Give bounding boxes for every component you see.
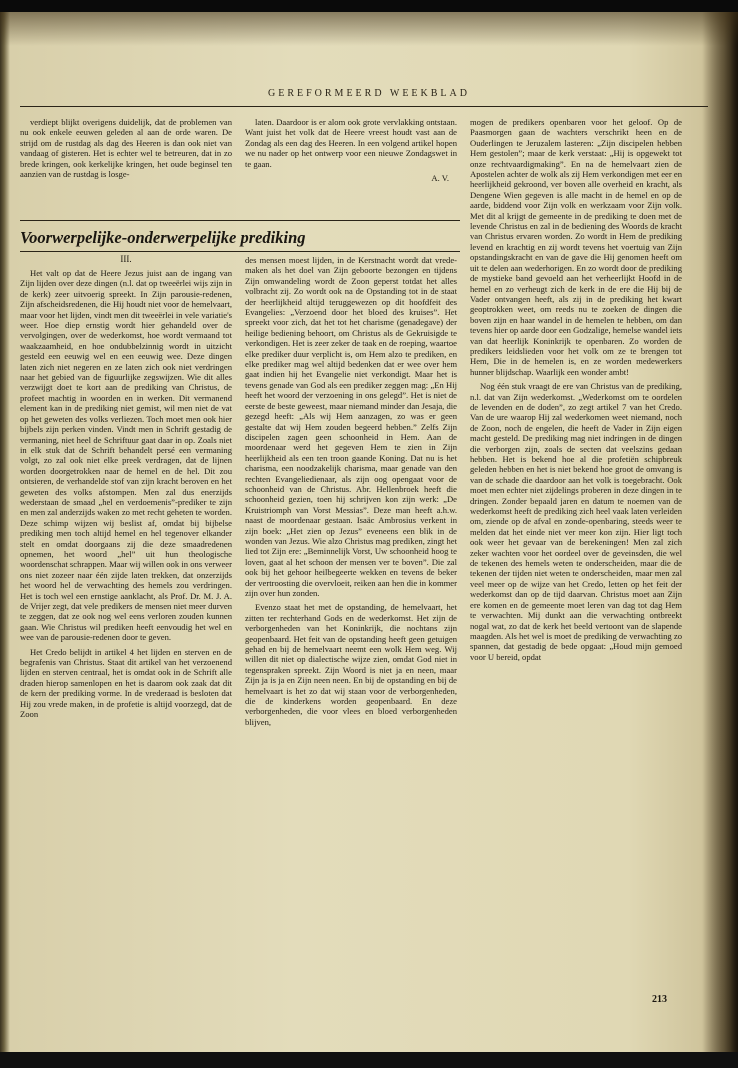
article-col2 [245,255,457,981]
prev-article-col1-text: verdiept blijkt overigens duidelijk, dat de problemen van nu ook enkele eeuwen geleden al aan de orde waren. De strijd om de rustdag als dag des Heeren is dan ook niet van vandaag of gisteren. Het is echter wel te betreuren, dat in zo brede kringen, ook kerkelijke kringen, het oude beginsel ten aanzien van de rustdag is losge- [20,117,232,180]
running-head: GEREFORMEERD WEEKBLAD [268,88,470,99]
article-col2-para1: des mensen moest lijden, in de Kerstnacht wordt dat vrede-maken als het doel van Zijn geboorte bezongen en tijdens Zijn omwandeling wordt de Zoon geperst totdat het alles volbracht zij. Zo wordt ook na de Opstanding tot in de staat der heerlijkheid altijd teruggewezen op dit hoofdfeit des Evangelies: „Verzoend door het bloed des kruises”. Het spreekt voor zich, dat het tot het charisme (genadegave) der heilige bediening behoort, om Christus als de Gekruisigde te verkondigen. Het is zeer zeker de taak en de roeping, waartoe elke prediker duur verplicht is, om Hem alzo te prediken, en elke prediker mag wel altijd bedenken dat er wee over hem gaat indien hij het Evangelie niet verkondigt. Maar het is tevens genade van God als een prediker zeggen mag: „En Hij heeft het woord der verzoening in ons gelegd”. Het is niet de eerste de beste geweest, maar niemand minder dan Jesaja, die gezegd heeft: „Als wij Hem aanzagen, zo was er geen gestalte dat wij Hem zouden begeerd hebben.” Zelfs Zijn discipelen zagen geen schoonheid in Hem. Aan de moordenaar werd het gegeven Hem te zien in Zijn heerlijkheid als een ten troon gaande Koning. Dat nu is het charisma, een noodzakelijk charisma, maar genade van den rechten Evangeliedienaar, als zijn oog opengaat voor de schoonheid van de Christus. Abr. Hellenbroek heeft die schoonheid gezien, toen hij schrijven kon zijn werk: „De Kruistriomph van Vorst Messias”. Deze man heeft a.h.w. naast de moordenaar gestaan. Isaäc Ambrosius verkent in zijn boek: „Het zien op Jezus” eveneens een blik in de wonden van Jezus. Wie alzo Christus mag prediken, zingt het lied tot Zijn ere: „Beminnelijk Vorst, Uw schoonheid hoog te loven, gaat al het schoon der mensen ver te boven”. Die zal ook bij het gehoor heilbegeerte wekken en tevens de beker der vertroosting die overvloeit, reiken aan hen die in kommer zijn over hun zonden. [245,255,457,598]
article-col3-para1: mogen de predikers openbaren voor het geloof. Op de Paasmorgen gaan de wachters verschrikt heen en de Ouderlingen te Jeruzalem lasteren: „Zijn discipelen hebben Hem gestolen”; maar de kerk verstaat: „Hij is opgewekt tot onze rechtvaardigmaking”. En na de hemelvaart zien de Apostelen achter de wolk als zij Hem verkondigen met eer en heerlijkheid gekroond, ver boven alle overheid en kracht, als Dengene Wien gegeven is alle macht in de hemel en op de aarde, biddend voor Zijn volk en werkzaam voor Zijn volk. Met dit al krijgt de gemeente in de prediking te doen met de levende Christus en zal in de bediening des Woords de kracht van Christus ervaren worden. Zo wordt in Hem de prediking levend en krachtig en zij wordt tevens het voertuig van Zijn opstandingskracht en van de gave die Hij genomen heeft om uit te delen aan wederhorigen. En zo wordt door de prediking de mystieke band gevoeld aan het verheerlijkt Hoofd in de hemel en zo verheugt zich de kerk in de ere die Hij bij de Vader ontvangen heeft, als zij in de prediking het kwart geoptrokken weet, om reeds nu te zoeken de dingen die boven zijn en haar wandel in de hemelen te hebben, om dan tevens hier op aarde door een Godzalige, hemelse wandel iets van dat heerlijk Koninkrijk te openbaren. Zo worden de predikers leidslieden voor het volk om ze te brengen tot Hem, Die in de hemelen is, en ze worden medewerkers hunner blijdschap. Waarlijk een wonder ambt! [470,117,682,377]
page-number: 213 [652,994,667,1005]
article-col1-para1: Het valt op dat de Heere Jezus juist aan de ingang van Zijn lijden over deze dingen (n.l. dat op tweeërlei wijs zijn in de kerk) zeer uitvoerig spreekt. In Zijn parousie-redenen, Zijn afscheidsredenen, die Hij houdt niet voor de hemelvaart, maar voor het lijden, vindt men dit tweeërlei in vele variatie's weer. Hoe diep ernstig wordt hier gehandeld over de vervolgingen, over de wederkomst, hoe wordt vermaand tot waakzaamheid, en hoe ondubbelzinnig wordt in uitzicht gesteld een eeuwig wel en een eeuwig wee. Deze dingen laten zich niet negeren en ze laten zich ook niet verdringen naar het gebied van de figuurlijke zegswijzen. Wie dit alles verzwijgt doet te kort aan de prediking van Christus, de profeet machtig in woorden en in werken. Dit vermanend element kan in de prediking niet gemist, wil men niet de vat op het geweten des volks verliezen. Toch moet men ook hier bijbels zijn perken vinden. Vindt men in Schrift gestadig de vermaning, niet heel de Schriftuur gaat daar in op. Zoals niet in elk stuk dat de Schrift behandelt persé een vermaning volgt, zo zal ook niet elke preek verdragen, dat de lijnen worden doorgetrokken naar de hemel en de hel. Dit zou ontsieren, de verhandelde stof van zijn kracht beroven en het geweten des volks afstompen. Men zal dus enerzijds wederstaan de smaad „hel en verdoemenis”-prediker te zijn en men zal anderzijds waken zo met recht geheten te worden. Deze schimp wijzen wij beslist af, omdat bij bijbelse prediking men toch altijd hemel en hel tegenover elkander stelt en omdat doorgaans zij die deze smaadredenen opnemen, het woord „hel” uit hun theologische woordenschat schrappen. Maar wij willen ook in ons verweer ons niet zozeer naar één zijde laten trekken, dat onzerzijds het woord hel de verwachting des hemels zou verdringen. Het is toch wel een ernstige aanklacht, als Prof. Dr. M. J. A. de Vrijer zegt, dat vele predikers de mensen niet meer durven te zeggen, dat ze ook nog wel eens verloren zouden kunnen gaan. Wie Christus wil prediken heeft eenvoudig het wel en wee van de parousie-redenen door te geven. [20,268,232,643]
article-separator-rule [20,220,460,221]
article-part-number: III. [120,254,132,264]
scan-bottom-border [0,1052,738,1068]
prev-article-col2 [245,117,457,184]
scan-top-border [0,0,738,12]
book-binding-shadow [703,12,738,1052]
title-rule [20,251,460,252]
prev-article-col2-text: laten. Daardoor is er alom ook grote vervlakking ontstaan. Want juist het volk dat de Heere vreest houdt vast aan de Zondag als een dag des Heeren. In een volgend artikel hopen we nu nader op het ontwerp voor een nieuwe Zondagswet in te gaan. [245,117,457,169]
newspaper-page [0,12,738,1052]
article-col2-para2: Evenzo staat het met de opstanding, de hemelvaart, het zitten ter rechterhand Gods en de wederkomst. Het zijn de verborgenheden van het Koninkrijk, die nochtans zijn geopenbaard. Het feit van de opstanding heeft geen getuigen gehad en bij de hemelvaart neemt een wolk Hem weg. Wij willen dit niet op dialectische wijze zien, omdat God niet in tegenspraken spreekt. Zijn Woord is niet ja en neen, maar Zijn ja is ja en Zijn neen neen. En bij de opstanding en bij de hemelvaart is het zo dat wij staan voor de verborgenheden, die de kinderkens worden geopenbaard. En deze verborgenheden, die voor vlees en bloed verborgenheden blijven, [245,602,457,727]
article-title: Voorwerpelijke-onderwerpelijke prediking [20,228,306,247]
prev-article-col1 [20,117,232,180]
header-rule [20,106,708,107]
article-col3-para2: Nog één stuk vraagt de ere van Christus van de prediking, n.l. dat van Zijn wederkomst. „Wederkomst om te oordelen de levenden en de doden”, zo zegt artikel 7 van het Credo. Van de ure waarop Hij zal wederkomen weet niemand, noch de Zoon, noch de engelen, die heeft de Vader in Zijn eigen macht gesteld. De prediking mag niet indringen in de dingen die verborgen zijn, zoals de secten dat veelszins gedaan hebben. Het is bekend hoe al die profetiën schipbreuk geleden hebben en het is niet bekend hoe groot de omvang is van de schade die daardoor aan het volk is toegebracht. Ook moet men echter niet zijdelings proberen in deze dingen in te dringen. Zonder bepaald jaren en datum te noemen van de wederkomst heeft de prediking zich heel vaak laten verleiden om, ziende op de afval en zonde-openbaring, steeds weer te melden dat het einde niet ver meer kon zijn. Hier ligt toch ook weer het gevaar van de berekeningen! Men zal zich zeker wachten voor het oordeel over de geveinsden, die wel de tekenen des hemels weten te onderscheiden, maar die de tekenen der tijden niet weten te onderscheiden, maar men zal veel meer op de wijze van het Credo, letten op het feit der wederkomst dan op de tijd daarvan. Christus moet aan Zijn ere komen en de gemeente moet leren van dag tot dag Hem te verwachten. Mij dunkt aan die verwachting ontbreekt nogal wat, zo dat de kerk het beeld vertoont van de slapende maagden. Als het wel is moet de prediking de verwachting zo spannen, dat gestadig de bede opgaat: „Houd mijn gemoed voor U bereid, opdat [470,381,682,662]
article-col1-para2: Het Credo belijdt in artikel 4 het lijden en sterven en de begrafenis van Christus. Staat dit artikel van het verzoenend lijden en sterven centraal, het is omdat ook in de Schrift alle draden hierop samenlopen en het is daarom ook zaak dat dit de kern der prediking vorme. In de vrederaad is besloten dat Hij zou vrede maken, in de profetie is altijd voorzegd, dat de Zoon [20,646,232,720]
article-col1 [20,268,232,918]
prev-article-signature: A. V. [431,173,449,184]
article-col3 [470,117,682,983]
